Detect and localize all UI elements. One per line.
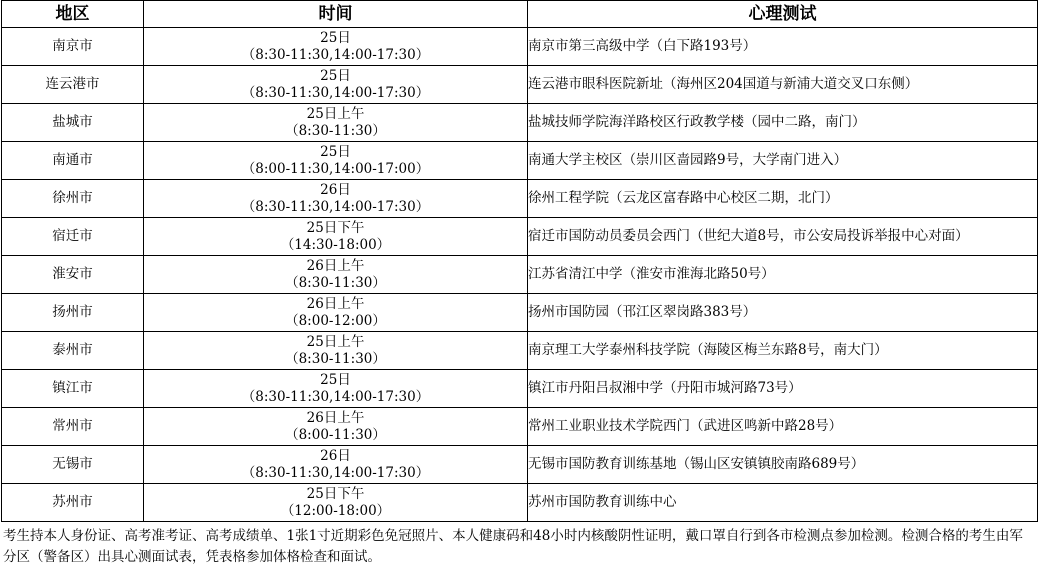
city-cell: 苏州市 xyxy=(2,484,144,522)
table-row xyxy=(2,256,1038,294)
table-row xyxy=(2,446,1038,484)
table-row xyxy=(2,370,1038,408)
table-row xyxy=(2,180,1038,218)
venue-cell: 镇江市丹阳吕叔湘中学（丹阳市城河路73号） xyxy=(528,370,1038,408)
city-cell: 宿迁市 xyxy=(2,218,144,256)
time-hours: （8:00-11:30） xyxy=(285,426,386,443)
venue-cell: 连云港市眼科医院新址（海州区204国道与新浦大道交叉口东侧） xyxy=(528,66,1038,104)
city-cell: 常州市 xyxy=(2,408,144,446)
city-cell: 徐州市 xyxy=(2,180,144,218)
header-time: 时间 xyxy=(144,1,528,28)
time-cell xyxy=(144,218,528,256)
table-row xyxy=(2,104,1038,142)
time-day: 25日 xyxy=(320,143,351,160)
city-cell: 泰州市 xyxy=(2,332,144,370)
time-hours: （8:30-11:30） xyxy=(285,274,386,291)
table-row xyxy=(2,408,1038,446)
schedule-table xyxy=(1,0,1038,522)
time-day: 26日上午 xyxy=(306,295,365,312)
time-day: 26日上午 xyxy=(306,257,365,274)
time-day: 25日 xyxy=(320,371,351,388)
time-hours: （8:30-11:30,14:00-17:30） xyxy=(241,388,430,405)
instructions-note: 考生持本人身份证、高考准考证、高考成绩单、1张1寸近期彩色免冠照片、本人健康码和48小时内核酸阴性证明，戴口罩自行到各市检测点参加检测。检测合格的考生由军分区（警备区）出具心测面试表，凭表格参加体格检查和面试。 xyxy=(3,528,1023,565)
venue-cell: 扬州市国防园（邗江区翠岗路383号） xyxy=(528,294,1038,332)
time-hours: （8:30-11:30,14:00-17:30） xyxy=(241,84,430,101)
time-day: 26日 xyxy=(320,181,351,198)
time-hours: （8:30-11:30,14:00-17:30） xyxy=(241,464,430,481)
time-cell xyxy=(144,370,528,408)
venue-cell: 盐城技师学院海洋路校区行政教学楼（园中二路，南门） xyxy=(528,104,1038,142)
city-cell: 扬州市 xyxy=(2,294,144,332)
time-cell xyxy=(144,180,528,218)
time-hours: （8:00-12:00） xyxy=(285,312,386,329)
venue-cell: 常州工业职业技术学院西门（武进区鸣新中路28号） xyxy=(528,408,1038,446)
time-cell xyxy=(144,66,528,104)
venue-cell: 无锡市国防教育训练基地（锡山区安镇镇胶南路689号） xyxy=(528,446,1038,484)
time-day: 26日上午 xyxy=(306,409,365,426)
time-hours: （8:30-11:30） xyxy=(285,350,386,367)
city-cell: 镇江市 xyxy=(2,370,144,408)
time-hours: （12:00-18:00） xyxy=(280,502,391,519)
time-day: 25日下午 xyxy=(306,485,365,502)
time-cell xyxy=(144,104,528,142)
table-row xyxy=(2,332,1038,370)
table-row xyxy=(2,294,1038,332)
table-row xyxy=(2,28,1038,66)
venue-cell: 宿迁市国防动员委员会西门（世纪大道8号，市公安局投诉举报中心对面） xyxy=(528,218,1038,256)
city-cell: 连云港市 xyxy=(2,66,144,104)
time-cell xyxy=(144,294,528,332)
time-hours: （8:30-11:30,14:00-17:30） xyxy=(241,46,430,63)
table-row xyxy=(2,66,1038,104)
time-hours: （8:30-11:30,14:00-17:30） xyxy=(241,198,430,215)
time-day: 25日 xyxy=(320,29,351,46)
header-venue: 心理测试 xyxy=(528,1,1038,28)
city-cell: 无锡市 xyxy=(2,446,144,484)
venue-cell: 南京理工大学泰州科技学院（海陵区梅兰东路8号，南大门） xyxy=(528,332,1038,370)
header-row xyxy=(2,1,1038,28)
city-cell: 南京市 xyxy=(2,28,144,66)
table-row xyxy=(2,142,1038,180)
venue-cell: 徐州工程学院（云龙区富春路中心校区二期，北门） xyxy=(528,180,1038,218)
time-hours: （14:30-18:00） xyxy=(280,236,391,253)
venue-cell: 南京市第三高级中学（白下路193号） xyxy=(528,28,1038,66)
time-day: 25日 xyxy=(320,67,351,84)
time-hours: （8:00-11:30,14:00-17:00） xyxy=(241,160,430,177)
header-region: 地区 xyxy=(2,1,144,28)
time-cell xyxy=(144,28,528,66)
venue-cell: 江苏省清江中学（淮安市淮海北路50号） xyxy=(528,256,1038,294)
city-cell: 盐城市 xyxy=(2,104,144,142)
time-cell xyxy=(144,484,528,522)
table-row xyxy=(2,218,1038,256)
venue-cell: 南通大学主校区（崇川区啬园路9号，大学南门进入） xyxy=(528,142,1038,180)
time-cell xyxy=(144,256,528,294)
venue-cell: 苏州市国防教育训练中心 xyxy=(528,484,1038,522)
time-cell xyxy=(144,408,528,446)
time-day: 25日下午 xyxy=(306,219,365,236)
time-cell xyxy=(144,332,528,370)
time-cell xyxy=(144,446,528,484)
time-day: 25日上午 xyxy=(306,105,365,122)
time-day: 25日上午 xyxy=(306,333,365,350)
time-day: 26日 xyxy=(320,447,351,464)
time-cell xyxy=(144,142,528,180)
time-hours: （8:30-11:30） xyxy=(285,122,386,139)
city-cell: 淮安市 xyxy=(2,256,144,294)
table-row xyxy=(2,484,1038,522)
city-cell: 南通市 xyxy=(2,142,144,180)
